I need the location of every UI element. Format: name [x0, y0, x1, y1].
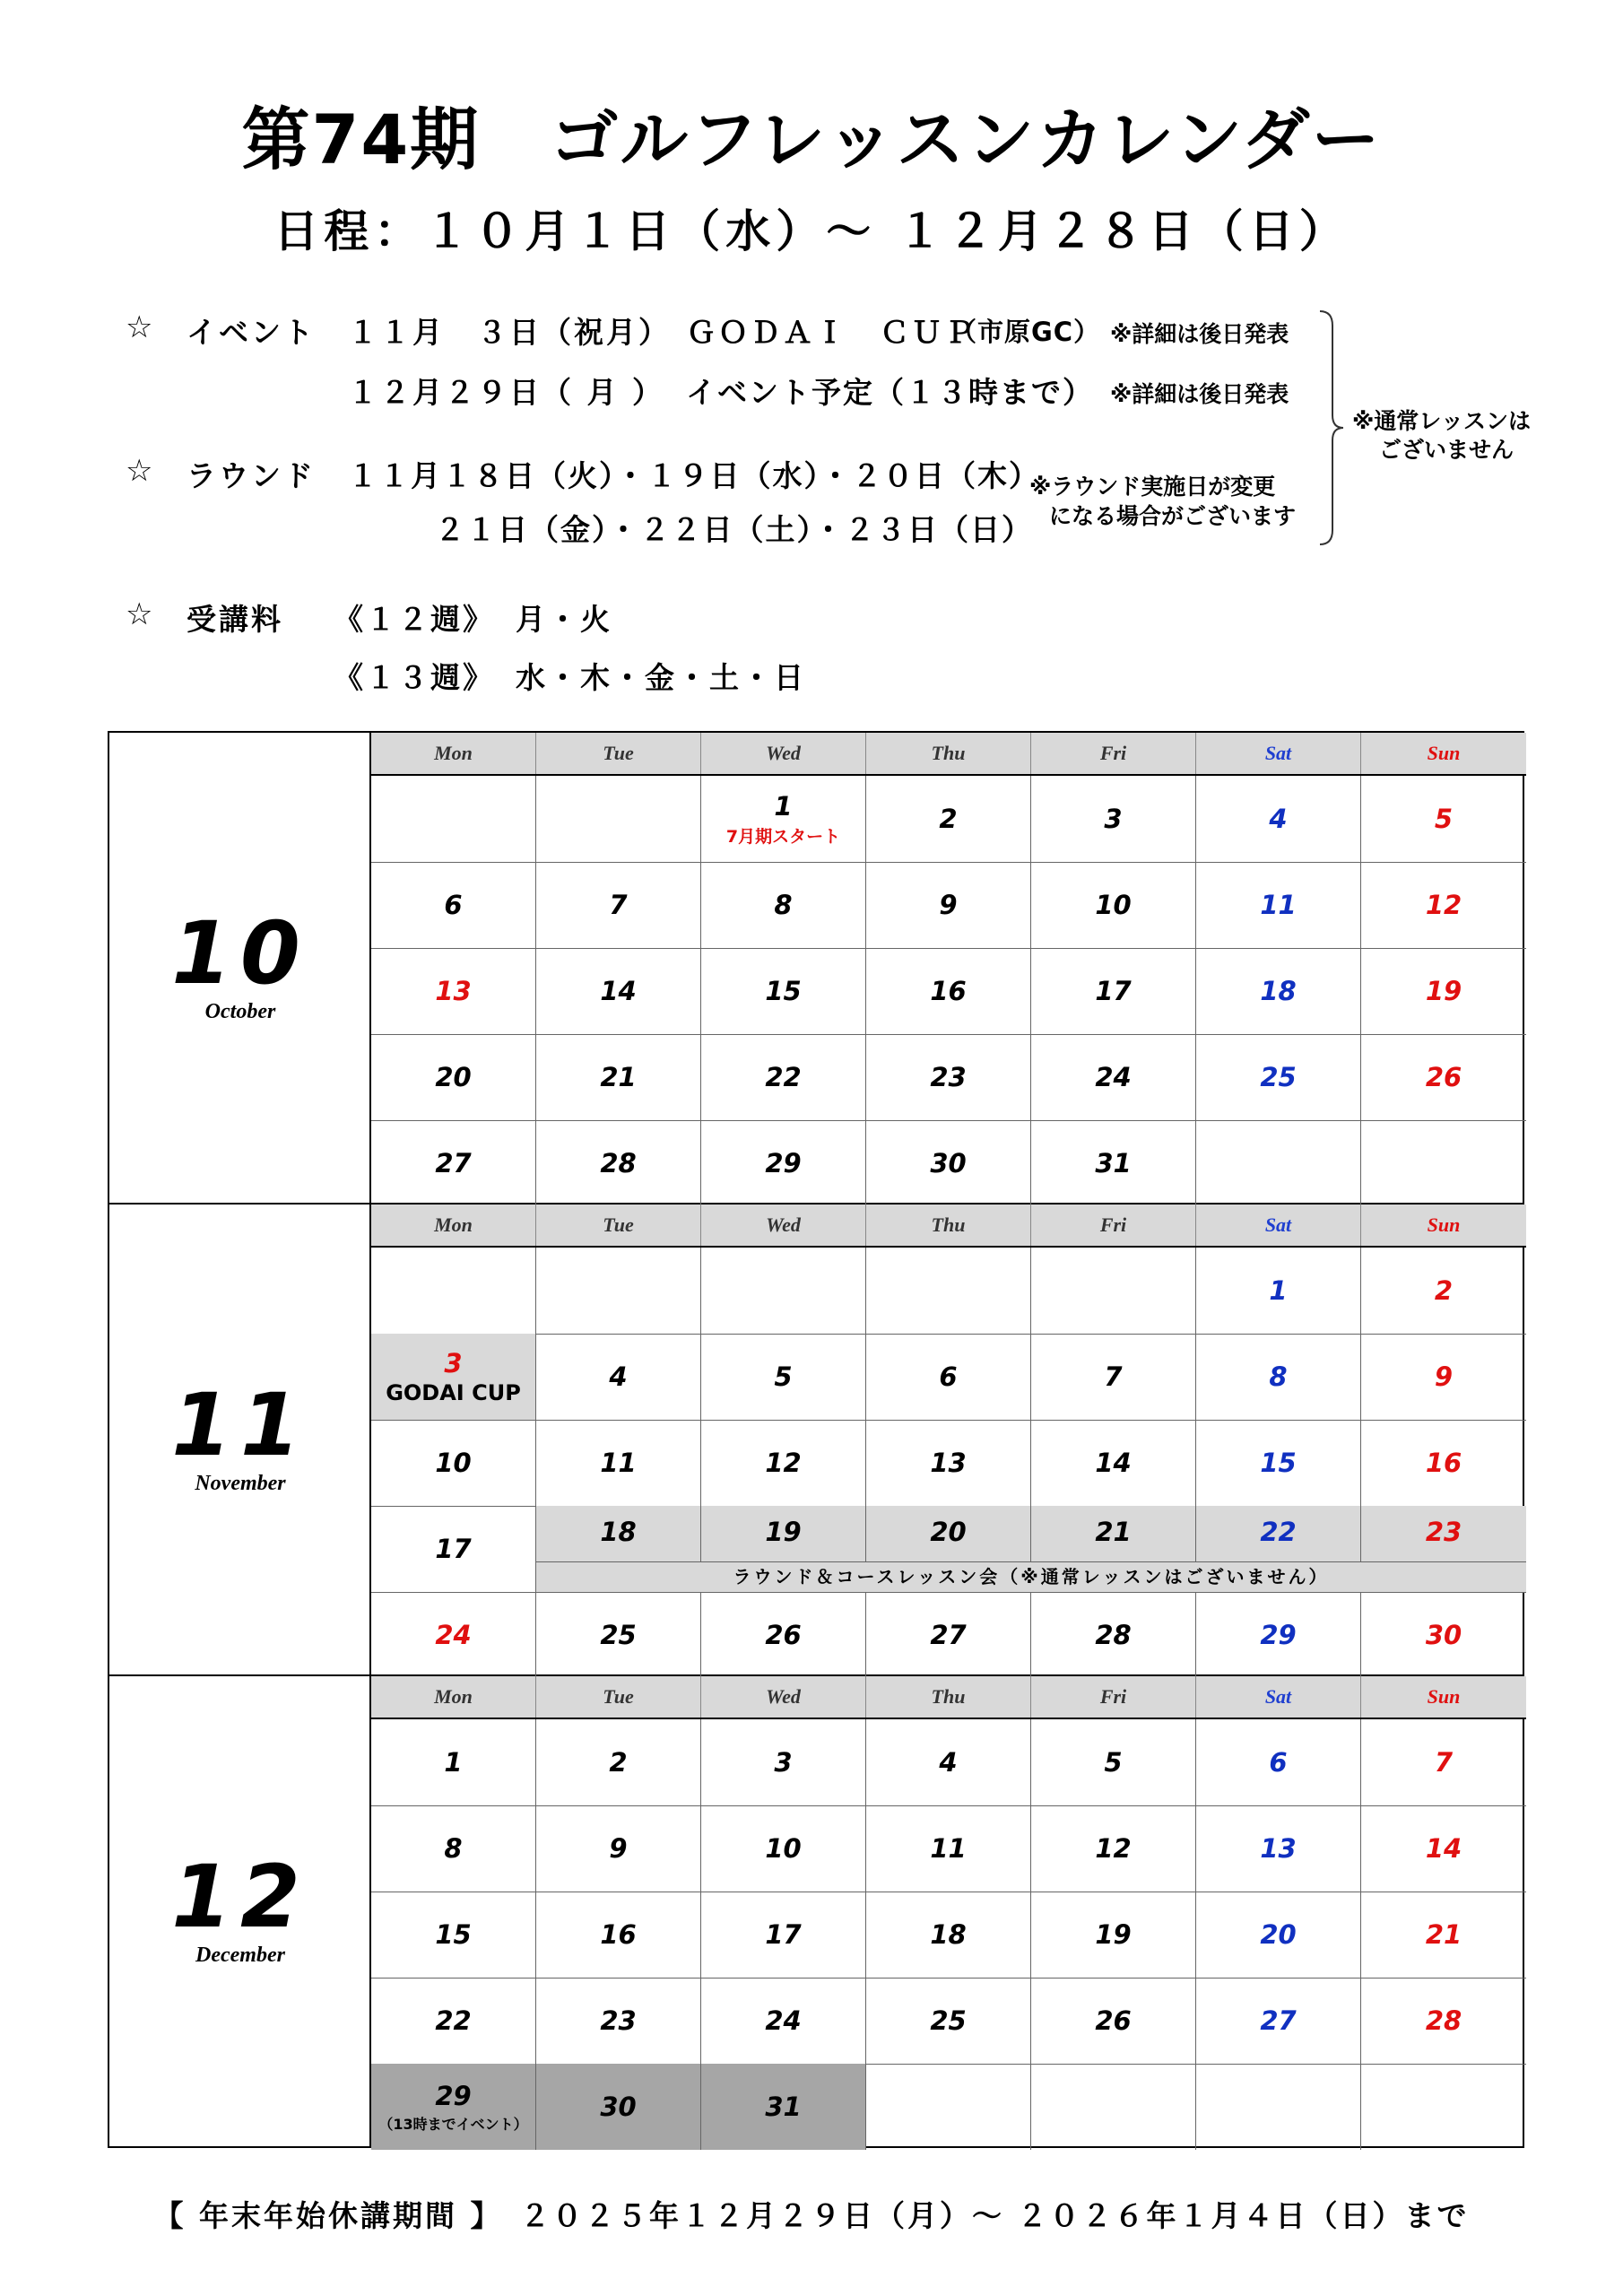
day-cell: [536, 862, 701, 948]
week-row: [371, 1420, 1526, 1507]
fee-12-weeks: 《１２週》: [334, 602, 495, 637]
day-cell: [1361, 1892, 1526, 1978]
round-star-icon: ☆: [126, 453, 153, 489]
empty-cell: [371, 776, 536, 862]
day-cell: [1031, 948, 1196, 1034]
week-row: [371, 862, 1526, 949]
day-cell: [371, 1805, 536, 1892]
weekday-sat: Sat: [1196, 1205, 1361, 1246]
month-block-12: [109, 1676, 1523, 2148]
day-number: 16: [1425, 1448, 1462, 1478]
day-number: 16: [600, 1919, 637, 1950]
day-number: 28: [1425, 2005, 1462, 2036]
events-star-icon: ☆: [126, 309, 153, 345]
day-cell: [701, 1719, 866, 1805]
day-number: 3: [1104, 804, 1123, 834]
day-number: 26: [1425, 1062, 1462, 1092]
month-name: November: [195, 1472, 286, 1495]
day-cell: [1196, 1592, 1361, 1678]
day-number: 16: [930, 976, 967, 1006]
weekday-header-row: [371, 1205, 1526, 1248]
day-cell: [1196, 1034, 1361, 1120]
day-cell: [701, 776, 866, 862]
day-number: 27: [1260, 2005, 1297, 2036]
day-number: 29: [435, 2080, 472, 2111]
week-row: [371, 1506, 1526, 1593]
day-number: 6: [1269, 1747, 1288, 1778]
day-number: 17: [435, 1534, 472, 1564]
day-number: 31: [765, 2092, 802, 2122]
day-cell: [1361, 1034, 1526, 1120]
day-cell: [1196, 1719, 1361, 1805]
week-row: [371, 776, 1526, 863]
day-number: 17: [1095, 976, 1132, 1006]
day-number: 12: [1425, 890, 1462, 920]
year-end-closure-notice: 【 年末年始休講期間 】 ２０２５年１２月２９日（月）～ ２０２６年１月４日（日）まで: [153, 2198, 1470, 2233]
day-cell: [701, 2064, 866, 2150]
month-number: 12: [171, 1847, 309, 1947]
day-cell: [1031, 1719, 1196, 1805]
event-until-13-note: （13時までイベント）: [378, 2115, 528, 2133]
day-number: 13: [435, 976, 472, 1006]
term-start-note: 7月期スタート: [725, 826, 841, 847]
day-cell: [1196, 776, 1361, 862]
day-number: 15: [435, 1919, 472, 1950]
day-cell: [536, 1120, 701, 1206]
weekday-sat: Sat: [1196, 1676, 1361, 1718]
day-number: 9: [609, 1833, 628, 1864]
day-cell: [701, 1978, 866, 2064]
day-number: 2: [609, 1747, 628, 1778]
fee-star-icon: ☆: [126, 596, 153, 632]
fee-label: 受講料: [187, 602, 283, 637]
day-cell: [1361, 948, 1526, 1034]
fee-12-weeks-days: 月・火: [516, 602, 612, 637]
day-number: 3: [444, 1348, 463, 1378]
empty-cell: [1196, 2064, 1361, 2150]
day-cell: [371, 1334, 536, 1420]
day-number: 9: [939, 890, 958, 920]
empty-cell: [1031, 2064, 1196, 2150]
empty-cell: [371, 1248, 536, 1334]
day-cell: [1361, 1334, 1526, 1420]
schedule-period: 日程：１０月１日（水）～ １２月２８日（日）: [273, 205, 1350, 257]
round-note-line1: ※ラウンド実施日が変更: [1029, 474, 1276, 500]
weekday-tue: Tue: [536, 1676, 701, 1718]
day-number: 20: [1260, 1919, 1297, 1950]
day-cell: [866, 1420, 1031, 1506]
day-number: 30: [1425, 1620, 1462, 1650]
day-number: 27: [930, 1620, 967, 1650]
day-cell: [1031, 776, 1196, 862]
day-number: 19: [765, 1517, 802, 1547]
round-dates-line1: １１月１８日（火）・１９日（水）・２０日（木）: [348, 458, 1040, 493]
event1-note: ※詳細は後日発表: [1110, 321, 1289, 347]
day-cell: [371, 1978, 536, 2064]
weekday-sat: Sat: [1196, 733, 1361, 774]
day-cell: [1031, 1892, 1196, 1978]
empty-cell: [1031, 1248, 1196, 1334]
day-number: 22: [765, 1062, 802, 1092]
event2-note: ※詳細は後日発表: [1110, 381, 1289, 407]
weekday-sun: Sun: [1427, 742, 1461, 764]
week-row: [371, 2064, 1526, 2150]
weekday-thu: Thu: [866, 733, 1031, 774]
event1-venue: （市原GC）: [950, 317, 1101, 347]
weekday-wed: Wed: [701, 1205, 866, 1246]
weekday-wed: Wed: [701, 1676, 866, 1718]
day-number: 6: [939, 1361, 958, 1392]
page-title: 第74期 ゴルフレッスンカレンダー: [241, 100, 1382, 179]
day-number: 17: [765, 1919, 802, 1950]
day-number: 5: [1104, 1747, 1123, 1778]
day-number: 15: [1260, 1448, 1297, 1478]
day-cell: [866, 1034, 1031, 1120]
day-cell: [866, 1892, 1031, 1978]
day-number: 26: [765, 1620, 802, 1650]
day-cell: [371, 1892, 536, 1978]
day-number: 18: [1260, 976, 1297, 1006]
day-number: 14: [600, 976, 637, 1006]
day-cell: [866, 1805, 1031, 1892]
fee-13-weeks-days: 水・木・金・土・日: [516, 660, 806, 695]
day-number: 4: [609, 1361, 628, 1392]
weekday-tue: Tue: [536, 1205, 701, 1246]
day-cell: [1196, 1892, 1361, 1978]
day-number: 23: [930, 1062, 967, 1092]
week-row: [371, 948, 1526, 1035]
weekday-thu: Thu: [866, 1676, 1031, 1718]
day-cell: [371, 1719, 536, 1805]
day-number: 29: [1260, 1620, 1297, 1650]
day-cell: [371, 948, 536, 1034]
day-number: 10: [1095, 890, 1132, 920]
day-number: 12: [1095, 1833, 1132, 1864]
day-number: 20: [435, 1062, 472, 1092]
week-row: [371, 1978, 1526, 2065]
day-number: 7: [1434, 1747, 1454, 1778]
day-cell: [701, 1034, 866, 1120]
day-cell: [1361, 1719, 1526, 1805]
side-note-line1: ※通常レッスンは: [1352, 408, 1532, 434]
weekday-fri: Fri: [1031, 1676, 1196, 1718]
day-number: 11: [1260, 890, 1297, 920]
day-number: 27: [435, 1148, 472, 1178]
day-number: 8: [444, 1833, 463, 1864]
day-number: 23: [1425, 1517, 1462, 1547]
weekday-fri: Fri: [1031, 1205, 1196, 1246]
day-cell: [1031, 1420, 1196, 1506]
day-number: 14: [1425, 1833, 1462, 1864]
round-note-line2: になる場合がございます: [1049, 503, 1297, 529]
day-number: 24: [765, 2005, 802, 2036]
day-cell: [371, 1592, 536, 1678]
empty-cell: [1361, 2064, 1526, 2150]
day-cell: [1031, 1334, 1196, 1420]
day-number: 19: [1425, 976, 1462, 1006]
events-label: イベント: [187, 315, 316, 350]
day-number: 14: [1095, 1448, 1132, 1478]
side-note-line2: ございません: [1379, 437, 1515, 463]
day-cell: [701, 862, 866, 948]
day-cell: [536, 1719, 701, 1805]
weekday-header-row: [371, 733, 1526, 776]
month-number: 11: [171, 1375, 309, 1475]
day-number: 21: [600, 1062, 637, 1092]
day-number: 7: [1104, 1361, 1123, 1392]
empty-cell: [1196, 1120, 1361, 1206]
day-cell: [536, 1892, 701, 1978]
day-cell: [1361, 862, 1526, 948]
weekday-wed: Wed: [701, 733, 866, 774]
day-number: 10: [435, 1448, 472, 1478]
day-cell: [1361, 1805, 1526, 1892]
day-cell: [1196, 948, 1361, 1034]
day-number: 9: [1434, 1361, 1454, 1392]
day-cell: [1031, 1805, 1196, 1892]
day-number: 30: [600, 2092, 637, 2122]
day-cell: [1196, 1420, 1361, 1506]
day-number: 22: [435, 2005, 472, 2036]
day-number: 18: [930, 1919, 967, 1950]
day-cell: [1031, 1120, 1196, 1206]
weekday-tue: Tue: [536, 733, 701, 774]
day-cell: [1361, 1248, 1526, 1334]
week-row: [371, 1120, 1526, 1206]
month-block-10: [109, 733, 1523, 1205]
day-number: 6: [444, 890, 463, 920]
weekday-mon: Mon: [371, 1205, 536, 1246]
week-row: [371, 1805, 1526, 1892]
day-number: 4: [939, 1747, 958, 1778]
empty-cell: [536, 776, 701, 862]
day-number: 15: [765, 976, 802, 1006]
round-course-lesson-bar: ラウンド＆コースレッスン会（※通常レッスンはございません）: [536, 1561, 1526, 1592]
day-cell: [371, 1420, 536, 1506]
month-name: December: [195, 1944, 285, 1967]
empty-cell: [1361, 1120, 1526, 1206]
day-number: 24: [1095, 1062, 1132, 1092]
week-row: [371, 1892, 1526, 1979]
day-number: 2: [1434, 1275, 1454, 1306]
week-row: [371, 1719, 1526, 1806]
day-number: 20: [930, 1517, 967, 1547]
day-cell: [701, 1805, 866, 1892]
day-number: 3: [774, 1747, 793, 1778]
day-cell: [1031, 1592, 1196, 1678]
day-number: 11: [600, 1448, 637, 1478]
day-cell: [536, 1592, 701, 1678]
week-row: [371, 1334, 1526, 1421]
day-cell: [371, 862, 536, 948]
day-cell: [1031, 862, 1196, 948]
month-block-11: [109, 1205, 1523, 1676]
day-number: 19: [1095, 1919, 1132, 1950]
day-cell: [701, 948, 866, 1034]
day-cell: [536, 1034, 701, 1120]
day-number: 24: [435, 1620, 472, 1650]
day-number: 5: [1434, 804, 1454, 834]
weekday-fri: Fri: [1031, 733, 1196, 774]
week-row: [371, 1248, 1526, 1335]
day-number: 2: [939, 804, 958, 834]
day-cell: [1361, 1978, 1526, 2064]
week-row: [371, 1034, 1526, 1121]
day-number: 8: [774, 890, 793, 920]
month-label: [109, 1676, 371, 2148]
day-cell: [701, 1592, 866, 1678]
month-number: 10: [171, 903, 309, 1004]
day-cell: [536, 1978, 701, 2064]
event1-name: ＧＯＤＡＩ ＣＵＰ: [686, 315, 976, 350]
day-cell: [866, 1978, 1031, 2064]
day-number: 21: [1425, 1919, 1462, 1950]
day-cell: [1196, 1805, 1361, 1892]
day-cell: [536, 2064, 701, 2150]
day-number: 25: [600, 1620, 637, 1650]
day-number: 21: [1095, 1517, 1132, 1547]
day-number: 8: [1269, 1361, 1288, 1392]
event1-date: １１月 ３日（祝月）: [348, 315, 671, 350]
day-number: 28: [1095, 1620, 1132, 1650]
day-cell: [1031, 1978, 1196, 2064]
day-number: 22: [1260, 1517, 1297, 1547]
day-cell: [1196, 1978, 1361, 2064]
day-cell: [536, 948, 701, 1034]
day-number: 30: [930, 1148, 967, 1178]
day-cell: [536, 1334, 701, 1420]
day-number: 5: [774, 1361, 793, 1392]
day-cell: [1361, 776, 1526, 862]
day-number: 12: [765, 1448, 802, 1478]
month-label: [109, 733, 371, 1205]
event2-date: １２月２９日（ 月 ）: [348, 375, 664, 410]
weekday-mon: Mon: [371, 1676, 536, 1718]
day-cell: [866, 948, 1031, 1034]
day-cell: [866, 1120, 1031, 1206]
brace-icon: [1318, 309, 1345, 547]
fee-13-weeks: 《１３週》: [334, 660, 495, 695]
day-number: 25: [1260, 1062, 1297, 1092]
day-cell: [701, 1892, 866, 1978]
day-cell: [866, 862, 1031, 948]
day-cell: [1196, 1248, 1361, 1334]
day-cell: [1361, 1420, 1526, 1506]
month-label: [109, 1205, 371, 1676]
day-cell: [701, 1334, 866, 1420]
day-cell: [1361, 1592, 1526, 1678]
day-number: 1: [444, 1747, 463, 1778]
round-label: ラウンド: [187, 458, 316, 493]
day-number: 25: [930, 2005, 967, 2036]
day-cell: [1196, 1334, 1361, 1420]
empty-cell: [866, 2064, 1031, 2150]
day-number: 26: [1095, 2005, 1132, 2036]
weekday-header-row: [371, 1676, 1526, 1719]
day-number: 23: [600, 2005, 637, 2036]
day-cell: [536, 1805, 701, 1892]
day-cell: [371, 1506, 536, 1592]
godai-cup-note: GODAI CUP: [386, 1380, 521, 1405]
day-number: 1: [1269, 1275, 1288, 1306]
empty-cell: [701, 1248, 866, 1334]
day-cell: [866, 776, 1031, 862]
day-cell: [371, 1034, 536, 1120]
day-number: 13: [930, 1448, 967, 1478]
day-number: 10: [765, 1833, 802, 1864]
day-cell: [371, 2064, 536, 2150]
day-number: 29: [765, 1148, 802, 1178]
month-name: October: [204, 1000, 276, 1023]
day-cell: [866, 1592, 1031, 1678]
day-cell: [701, 1420, 866, 1506]
empty-cell: [866, 1248, 1031, 1334]
day-cell: [1031, 1034, 1196, 1120]
calendar: [108, 731, 1524, 2148]
day-number: 31: [1095, 1148, 1132, 1178]
day-number: 1: [774, 790, 793, 822]
weekday-sun: Sun: [1427, 1685, 1461, 1708]
day-cell: [536, 1420, 701, 1506]
day-number: 4: [1269, 804, 1288, 834]
day-number: 11: [930, 1833, 967, 1864]
day-number: 7: [609, 890, 628, 920]
round-dates-line2: ２１日（金）・２２日（土）・２３日（日）: [435, 512, 1033, 547]
day-cell: [1196, 862, 1361, 948]
weekday-thu: Thu: [866, 1205, 1031, 1246]
weekday-sun: Sun: [1427, 1213, 1461, 1236]
day-number: 28: [600, 1148, 637, 1178]
event2-name: イベント予定（１３時まで）: [686, 375, 1094, 410]
week-row: [371, 1592, 1526, 1678]
day-number: 18: [600, 1517, 637, 1547]
empty-cell: [536, 1248, 701, 1334]
day-number: 13: [1260, 1833, 1297, 1864]
day-cell: [866, 1334, 1031, 1420]
day-cell: [866, 1719, 1031, 1805]
weekday-mon: Mon: [371, 733, 536, 774]
day-cell: [701, 1120, 866, 1206]
day-cell: [371, 1120, 536, 1206]
